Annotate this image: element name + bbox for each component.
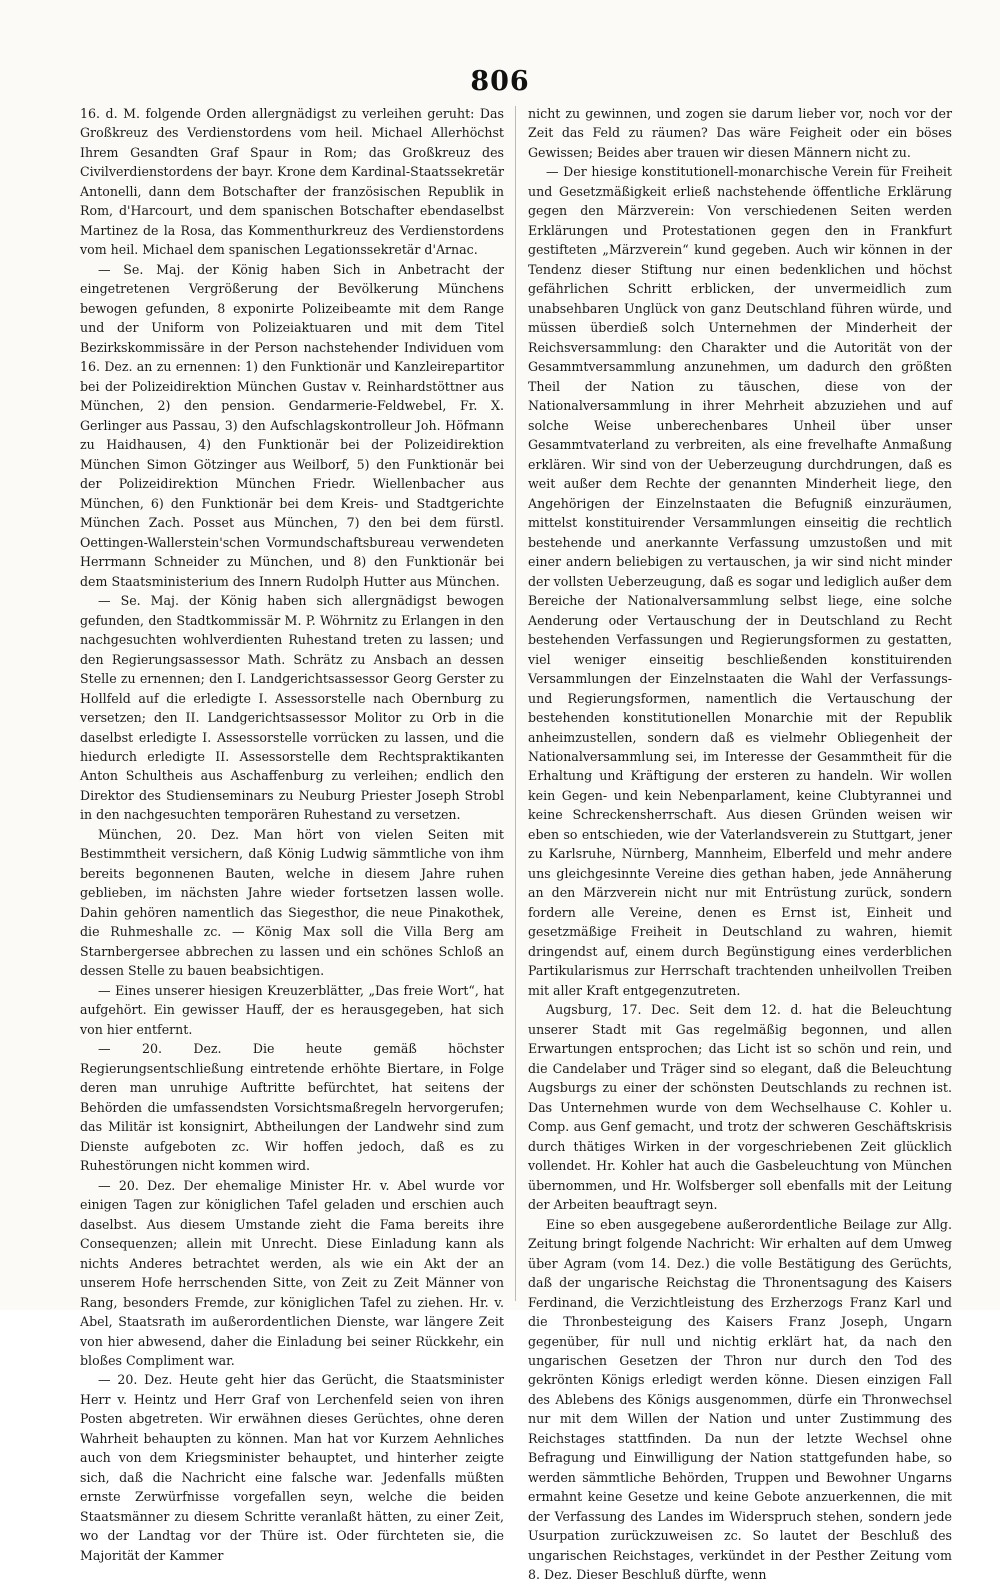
article-paragraph: München, 20. Dez. Man hört von vielen Seiten mit Bestimmtheit versichern, daß König Ludwig sämmtliche von ihm bereits begonnenen Bauten, welche in diesem Jahre ruhen geblieben, im nächsten Jahre wieder fortsetzen lassen wolle. Dahin gehören namentlich das Siegesthor, die neue Pinakothek, die Ruhmeshalle zc. — König Max soll die Villa Berg am Starnbergersee abbrechen zu lassen und ein schönes Schloß an dessen Stelle zu bauen beabsichtigen. [80,826,504,979]
column-divider [515,106,516,1301]
article-paragraph: — 20. Dez. Der ehemalige Minister Hr. v. Abel wurde vor einigen Tagen zur königlichen Tafel geladen und erschien auch daselbst. Aus diesem Umstande zieht die Fama bereits ihre Consequenzen; allein mit Unrecht. Diese Einladung kann als nichts Anderes betrachtet werden, als wie ein Akt der an unserem Hofe herrschenden Sitte, von Zeit zu Zeit Männer von Rang, besonders Fremde, zur königlichen Tafel zu ziehen. Hr. v. Abel, Staatsrath im außerordentlichen Dienste, war längere Zeit von hier abwesend, daher die Einladung bei seiner Rückkehr, ein bloßes Compliment war. [80,1177,504,1368]
page-number: 806 [470,66,530,97]
article-paragraph: Augsburg, 17. Dec. Seit dem 12. d. hat die Beleuchtung unserer Stadt mit Gas regelmäßig begonnen, und allen Erwartungen entsprochen; das Licht ist so schön und rein, und die Candelaber und Träger sind so elegant, daß die Beleuchtung Augsburgs zu einer der schönsten Deutschlands zu rechnen ist. Das Unternehmen wurde von dem Wechselhause C. Kohler u. Comp. aus Genf gemacht, und trotz der schweren Geschäftskrisis durch thätiges Wirken in der vorgeschriebenen Zeit glücklich vollendet. Hr. Kohler hat auch die Gasbeleuchtung von München übernommen, und Hr. Wolfsberger soll ebenfalls mit der Leitung der Arbeiten beauftragt seyn. [528,1002,952,1213]
article-paragraph: nicht zu gewinnen, und zogen sie darum lieber vor, noch vor der Zeit das Feld zu räumen? Das wäre Feigheit oder ein böses Gewissen; Beides aber trauen wir diesen Männern nicht zu. [528,106,952,160]
article-paragraph: Eine so eben ausgegebene außerordentliche Beilage zur Allg. Zeitung bringt folgende Nachricht: Wir erhalten auf dem Umweg über Agram (vom 14. Dez.) die volle Bestätigung des Gerüchts, daß der ungarische Reichstag die Thronentsagung des Kaisers Ferdinand, die Verzichtleistung des Erzherzogs Franz Karl und die Thronbesteigung des Kaisers Franz Joseph, Ungarn gegenüber, für null und nichtig erklärt hat, da nach den ungarischen Gesetzen der Thron nur durch den Tod des gekrönten Königs erledigt werden könne. Diesen einzigen Fall des Ablebens des Königs ausgenommen, dürfe ein Thronwechsel nur mit dem Willen der Nation und unter Zustimmung des Reichstages stattfinden. Da nun der letzte Wechsel ohne Befragung und Einwilligung der Nation stattgefunden habe, so werden sämmtliche Behörden, Truppen und Bewohner Ungarns ermahnt keine Gesetze und keine Gebote anzuerkennen, die mit der Verfassung des Landes im Widerspruch stehen, sondern jede Usurpation zurückzuweisen zc. So lautet der Beschluß des ungarischen Reichstages, verkündet in der Pesther Zeitung vom 8. Dez. Dieser Beschluß dürfte, wenn [528,1216,952,1583]
article-paragraph: — Eines unserer hiesigen Kreuzerblätter, „Das freie Wort“, hat aufgehört. Ein gewisser Hauff, der es herausgegeben, hat sich von hier entfernt. [80,982,504,1037]
article-paragraph: — 20. Dez. Heute geht hier das Gerücht, die Staatsminister Herr v. Heintz und Herr Graf von Lerchenfeld seien von ihren Posten abgetreten. Wir erwähnen dieses Gerüchtes, ohne deren Wahrheit behaupten zu können. Man hat vor Kurzem Aehnliches auch von dem Kriegsminister behauptet, und hinterher zeigte sich, daß die Nachricht eine falsche war. Jedenfalls müßten ernste Zerwürfnisse vorgefallen seyn, welche die beiden Staatsmänner zu diesem Schritte veranlaßt hätten, zu einer Zeit, wo der Landtag vor der Thüre ist. Oder fürchteten sie, die Majorität der Kammer [80,1372,504,1563]
article-paragraph: 16. d. M. folgende Orden allergnädigst zu verleihen geruht: Das Großkreuz des Verdienstordens vom heil. Michael Allerhöchst Ihrem Gesandten Graf Spaur in Rom; das Großkreuz des Civilverdienstordens der bayr. Krone dem Kardinal-Staatssekretär Antonelli, dann dem Botschafter der französischen Republik in Rom, d'Harcourt, und dem spanischen Botschafter ebendaselbst Martinez de la Rosa, das Kommenthurkreuz des Verdienstordens vom heil. Michael dem spanischen Legationssekretär d'Arnac. [80,106,504,258]
article-paragraph: — Se. Maj. der König haben sich allergnädigst bewogen gefunden, den Stadtkommissär M. P. Wöhrnitz zu Erlangen in den nachgesuchten wohlverdienten Ruhestand treten zu lassen; und den Regierungsassessor Math. Schrätz zu Ansbach an dessen Stelle zu ernennen; den I. Landgerichtsassessor Georg Gerster zu Hollfeld auf die erledigte I. Assessorstelle nach Obernburg zu versetzen; den II. Landgerichtsassessor Molitor zu Orb in die daselbst erledigte I. Assessorstelle vorrücken zu lassen, und die hiedurch erledigte II. Assessorstelle dem Rechtspraktikanten Anton Schultheis aus Aschaffenburg zu verleihen; endlich den Direktor des Studienseminars zu Neuburg Priester Joseph Strobl in den nachgesuchten temporären Ruhestand zu versetzen. [80,593,504,823]
article-paragraph: — 20. Dez. Die heute gemäß höchster Regierungsentschließung eintretende erhöhte Biertare, in Folge deren man unruhige Auftritte befürchtet, hat seitens der Behörden die umfassendsten Vorsichtsmaßregeln hervorgerufen; das Militär ist konsignirt, Abtheilungen der Landwehr sind zum Dienste aufgeboten zc. Wir hoffen jedoch, daß es zu Ruhestörungen nicht kommen wird. [80,1041,504,1174]
article-paragraph: — Se. Maj. der König haben Sich in Anbetracht der eingetretenen Vergrößerung der Bevölkerung Münchens bewogen gefunden, 8 exponirte Polizeibeamte mit dem Range und der Uniform von Polizeiaktuaren und mit dem Titel Bezirkskommissäre in der Person nachstehender Individuen vom 16. Dez. an zu ernennen: 1) den Funktionär und Kanzleirepartitor bei der Polizeidirektion München Gustav v. Reinhardstöttner aus München, 2) den pension. Gendarmerie-Feldwebel, Fr. X. Gerlinger aus Passau, 3) den Aufschlagskontrolleur Joh. Höfmann zu Haidhausen, 4) den Funktionär bei der Polizeidirektion München Simon Götzinger aus Weilborf, 5) den Funktionär bei der Polizeidirektion München Friedr. Wiellenbacher aus München, 6) den Funktionär bei dem Kreis- und Stadtgerichte München Zach. Posset aus München, 7) den bei dem fürstl. Oettingen-Wallerstein'schen Vormundschaftsbureau verwendeten Herrmann Schneider zu München, und 8) den Funktionär bei dem Staatsministerium des Innern Rudolph Hutter aus München. [80,261,504,589]
right-column [528,104,952,1583]
left-column [80,104,504,1563]
article-paragraph: — Der hiesige konstitutionell-monarchische Verein für Freiheit und Gesetzmäßigkeit erließ nachstehende öffentliche Erklärung gegen den Märzverein: Von verschiedenen Seiten werden Erklärungen und Protestationen gegen den in Frankfurt gestifteten „Märzverein“ kund gegeben. Auch wir können in der Tendenz dieser Stiftung nur einen bedenklichen und höchst gefährlichen Schritt erblicken, der unvermeidlich zum unabsehbaren Unglück von ganz Deutschland führen würde, und müssen überdieß solch Unternehmen der Minderheit der Reichsversammlung: den Charakter und die Autorität von der Gesammtversammlung anzunehmen, um dadurch den größten Theil der Nation zu täuschen, diese von der Nationalversammlung in ihrer Mehrheit abzuziehen und auf solche Weise unberechenbares Unheil über unser Gesammtvaterland zu verbreiten, als eine frevelhafte Anmaßung erklären. Wir sind von der Ueberzeugung durchdrungen, daß es weit außer dem Rechte der genannten Minderheit liege, den Angehörigen der Einzelnstaaten die Befugniß einzuräumen, mittelst konstituirender Versammlungen einseitig die rechtlich bestehende und anerkannte Verfassung umzustoßen und mit einer andern beliebigen zu vertauschen, ja wir sind nicht minder der vollsten Ueberzeugung, daß es sogar und lediglich außer dem Bereiche der Nationalversammlung selbst liege, eine solche Aenderung oder Vertauschung der in Deutschland zu Recht bestehenden Verfassungen und Regierungsformen zu gestatten, viel weniger einseitig beschließenden konstituirenden Versammlungen der Einzelnstaaten die Wahl der Verfassungs- und Regierungsformen, namentlich die Vertauschung der bestehenden konstitutionellen Monarchie mit der Republik anheimzustellen, sondern daß es vielmehr Obliegenheit der Nationalversammlung sei, im Interesse der Gesammtheit für die Erhaltung und Kräftigung der ersteren zu handeln. Wir wollen kein Gegen- und kein Nebenparlament, keine Clubtyrannei und keine Schreckensherrschaft. Aus diesen Gründen weisen wir eben so entschieden, wie der Vaterlandsverein zu Stuttgart, jener zu Karlsruhe, Nürnberg, Mannheim, Elberfeld und mehr andere uns gleichgesinnte Vereine dies gethan haben, jede Annäherung an den Märzverein nicht nur mit Entrüstung zurück, sondern fordern alle Vereine, denen es Ernst ist, Einheit und gesetzmäßige Freiheit in Deutschland zu wahren, hiemit dringendst auf, einem durch Begünstigung eines verderblichen Partikularismus zur Herrschaft trachtenden unheilvollen Treiben mit aller Kraft entgegenzutreten. [528,164,952,998]
